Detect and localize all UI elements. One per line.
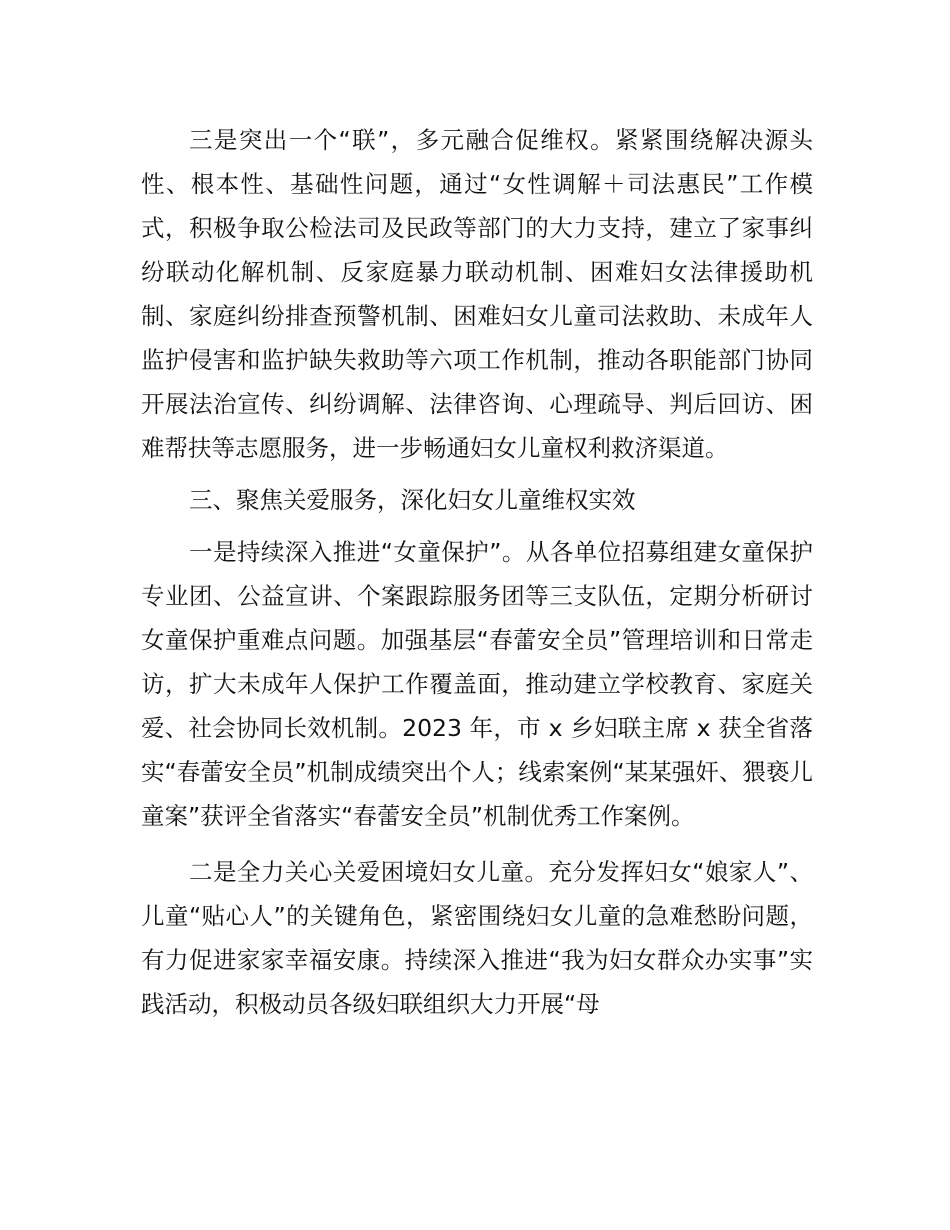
paragraph-lian-mechanism: 三是突出一个“联”，多元融合促维权。紧紧围绕解决源头性、根本性、基础性问题，通过“女性调解＋司法惠民”工作模式，积极争取公检法司及民政等部门的大力支持，建立了家事纠纷联动化解机制、反家庭暴力联动机制、困难妇女法律援助机制、家庭纠纷排查预警机制、困难妇女儿童司法救助、未成年人监护侵害和监护缺失救助等六项工作机制，推动各职能部门协同开展法治宣传、纠纷调解、法律咨询、心理疏导、判后回访、困难帮扶等志愿服务，进一步畅通妇女儿童权利救济渠道。 <box>141 126 813 462</box>
paragraph-girl-protection: 一是持续深入推进“女童保护”。从各单位招募组建女童保护专业团、公益宣讲、个案跟踪服务团等三支队伍，定期分析研讨女童保护重难点问题。加强基层“春蕾安全员”管理培训和日常走访，扩大未成年人保护工作覆盖面，推动建立学校教育、家庭关爱、社会协同长效机制。2023 年，市 x 乡妇联主席 x 获全省落实“春蕾安全员”机制成绩突出个人；线索案例“某某强奸、猥亵儿童案”获评全省落实“春蕾安全员”机制优秀工作案例。 <box>141 538 813 830</box>
section-heading-care-services: 三、聚焦关爱服务，深化妇女儿童维权实效 <box>189 486 636 514</box>
paragraph-care-for-women-children: 二是全力关心关爱困境妇女儿童。充分发挥妇女“娘家人”、儿童“贴心人”的关键角色，紧密围绕妇女儿童的急难愁盼问题，有力促进家家幸福安康。持续深入推进“我为妇女群众办实事”实践活动，积极动员各级妇联组织大力开展“母 <box>141 858 813 1018</box>
document-body <box>141 118 813 1026</box>
